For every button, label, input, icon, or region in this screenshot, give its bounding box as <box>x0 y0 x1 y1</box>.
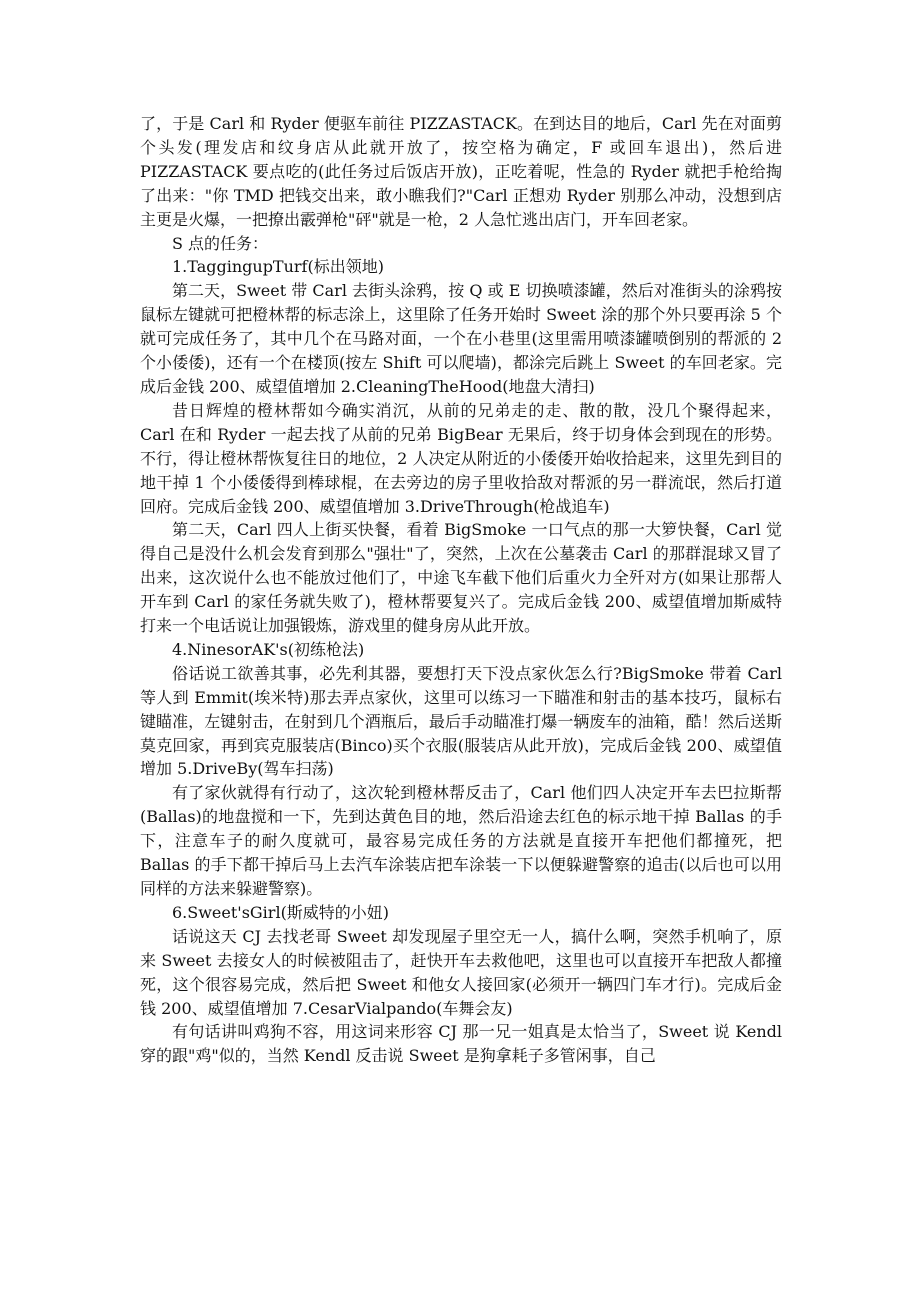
mission-title: 6.Sweet'sGirl(斯威特的小妞) <box>172 902 390 922</box>
paragraph: 第二天，Carl 四人上街买快餐，看着 BigSmoke 一口气点的那一大箩快餐，Carl 觉得自己是没什么机会发育到那么"强壮"了，突然，上次在公墓袭击 Carl 的那群混球又冒了出来，这次说什么也不能放过他们了，中途飞车截下他们后重火力全歼对方(如果让那帮人开车到 Carl 的家任务就失败了)，橙林帮要复兴了。完成后金钱 200、威望值增加斯威特打来一个电话说让加强锻炼，游戏里的健身房从此开放。 <box>140 520 782 636</box>
paragraph: 话说这天 CJ 去找老哥 Sweet 却发现屋子里空无一人，搞什么啊，突然手机响了，原来 Sweet 去接女人的时候被阻击了，赶快开车去救他吧，这里也可以直接开车把敌人都撞死，这个很容易完成，然后把 Sweet 和他女人接回家(必须开一辆四门车才行)。完成后金钱 200、威望值增加 7.CesarVialpando(车舞会友) <box>140 926 782 1018</box>
paragraph: 俗话说工欲善其事，必先利其器，要想打天下没点家伙怎么行?BigSmoke 带着 Carl 等人到 Emmit(埃米特)那去弄点家伙，这里可以练习一下瞄准和射击的基本技巧，鼠标右键瞄准，左键射击，在射到几个酒瓶后，最后手动瞄准打爆一辆废车的油箱，酷！然后送斯莫克回家，再到宾克服装店(Binco)买个衣服(服装店从此开放)，完成后金钱 200、威望值增加 5.DriveBy(驾车扫荡) <box>140 663 782 779</box>
mission-title: 1.TaggingupTurf(标出领地) <box>172 257 384 277</box>
mission-title: 4.NinesorAK's(初练枪法) <box>172 639 365 659</box>
paragraph: 昔日辉煌的橙林帮如今确实消沉，从前的兄弟走的走、散的散，没几个聚得起来，Carl 在和 Ryder 一起去找了从前的兄弟 BigBear 无果后，终于切身体会到现在的形势。不行，得让橙林帮恢复往日的地位，2 人决定从附近的小倭倭开始收拾起来，这里先到目的地干掉 1 个小倭倭得到棒球棍，在去旁边的房子里收拾敌对帮派的另一群流氓，然后打道回府。完成后金钱 200、威望值增加 3.DriveThrough(枪战追车) <box>140 400 782 516</box>
document-body <box>140 112 782 1068</box>
paragraph: 有了家伙就得有行动了，这次轮到橙林帮反击了，Carl 他们四人决定开车去巴拉斯帮(Ballas)的地盘搅和一下，先到达黄色目的地，然后沿途去红色的标示地干掉 Ballas 的手下，注意车子的耐久度就可，最容易完成任务的方法就是直接开车把他们都撞死，把 Ballas 的手下都干掉后马上去汽车涂装店把车涂装一下以便躲避警察的追击(以后也可以用同样的方法来躲避警察)。 <box>140 783 782 898</box>
paragraph: 了，于是 Carl 和 Ryder 便驱车前往 PIZZASTACK。在到达目的地后，Carl 先在对面剪个头发(理发店和纹身店从此就开放了，按空格为确定，F 或回车退出)，然后进 PIZZASTACK 要点吃的(此任务过后饭店开放)，正吃着呢，性急的 Ryder 就把手枪给掏了出来："你 TMD 把钱交出来，敢小瞧我们?"Carl 正想劝 Ryder 别那么冲动，没想到店主更是火爆，一把撩出霰弹枪"砰"就是一枪，2 人急忙逃出店门，开车回老家。 <box>140 114 782 229</box>
paragraph: 有句话讲叫鸡狗不容，用这词来形容 CJ 那一兄一姐真是太恰当了，Sweet 说 Kendl 穿的跟"鸡"似的，当然 Kendl 反击说 Sweet 是狗拿耗子多管闲事，自己 <box>140 1022 782 1066</box>
section-heading: S 点的任务： <box>172 233 269 253</box>
paragraph: 第二天，Sweet 带 Carl 去街头涂鸦，按 Q 或 E 切换喷漆罐，然后对准街头的涂鸦按鼠标左键就可把橙林帮的标志涂上，这里除了任务开始时 Sweet 涂的那个外只要再涂 5 个就可完成任务了，其中几个在马路对面，一个在小巷里(这里需用喷漆罐喷倒别的帮派的 2 个小倭倭)，还有一个在楼顶(按左 Shift 可以爬墙)，都涂完后跳上 Sweet 的车回老家。完成后金钱 200、威望值增加 2.CleaningTheHood(地盘大清扫) <box>140 281 782 396</box>
